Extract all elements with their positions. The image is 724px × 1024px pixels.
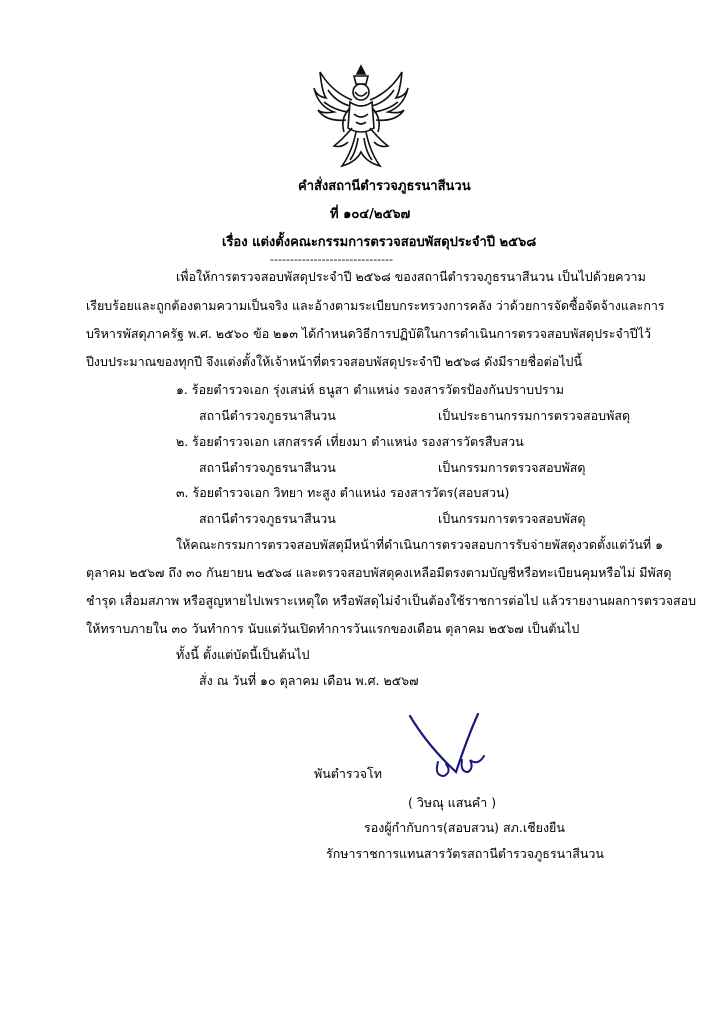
member-line: ๒. ร้อยตำรวจเอก เสกสรรค์ เที่ยงมา ตำแหน่ง รองสารวัตรสืบสวน: [176, 434, 524, 449]
handwritten-signature-icon: [408, 706, 508, 786]
signer-acting-role: รักษาราชการแทนสารวัตรสถานีตำรวจภูธรนาสีนวน: [326, 846, 604, 861]
member-role: เป็นกรรมการตรวจสอบพัสดุ: [438, 460, 586, 475]
duty-line: ให้คณะกรรมการตรวจสอบพัสดุมีหน้าที่ดำเนินการตรวจสอบการรับจ่ายพัสดุงวดตั้งแต่วันที่ ๑: [176, 537, 664, 552]
signer-rank: พันตำรวจโท: [314, 766, 382, 781]
signer-name: ( วิษณุ แสนคำ ): [408, 795, 497, 810]
intro-line: เรียบร้อยและถูกต้องตามความเป็นจริง และอ้างตามระเบียบกระทรวงการคลัง ว่าด้วยการจัดซื้อจัดจ้างและการ: [86, 298, 665, 313]
member-station: สถานีตำรวจภูธรนาสีนวน: [199, 511, 336, 526]
effective-statement: ทั้งนี้ ตั้งแต่บัดนี้เป็นต้นไป: [176, 647, 310, 662]
signer-position: รองผู้กำกับการ(สอบสวน) สภ.เชียงยืน: [364, 820, 565, 835]
duty-line: ให้ทราบภายใน ๓๐ วันทำการ นับแต่วันเปิดทำการวันแรกของเดือน ตุลาคม ๒๕๖๗ เป็นต้นไป: [86, 621, 580, 636]
order-date: สั่ง ณ วันที่ ๑๐ ตุลาคม เดือน พ.ศ. ๒๕๖๗: [199, 673, 419, 688]
member-line: ๑. ร้อยตำรวจเอก รุ่งเสน่ห์ ธนูสา ตำแหน่ง รองสารวัตรป้องกันปราบปราม: [176, 382, 564, 397]
garuda-emblem-icon: [312, 62, 410, 174]
duty-line: ชำรุด เสื่อมสภาพ หรือสูญหายไปเพราะเหตุใด หรือพัสดุไม่จำเป็นต้องใช้ราชการต่อไป แล้วรายงานผลการตรวจสอบ: [86, 593, 697, 608]
intro-line: บริหารพัสดุภาครัฐ พ.ศ. ๒๕๖๐ ข้อ ๒๑๓ ได้กำหนดวิธีการปฏิบัติในการดำเนินการตรวจสอบพัสดุประจำปีไว้: [86, 326, 652, 341]
order-number: ที่ ๑๐๔/๒๕๖๗: [330, 207, 411, 222]
member-station: สถานีตำรวจภูธรนาสีนวน: [199, 460, 336, 475]
member-line: ๓. ร้อยตำรวจเอก วิทยา ทะสูง ตำแหน่ง รองสารวัตร(สอบสวน): [176, 485, 510, 500]
duty-line: ตุลาคม ๒๕๖๗ ถึง ๓๐ กันยายน ๒๕๖๘ และตรวจสอบพัสดุคงเหลือมีตรงตามบัญชีหรือทะเบียนคุมหรือไม่ มีพัสดุ: [86, 565, 672, 580]
intro-line: เพื่อให้การตรวจสอบพัสดุประจำปี ๒๕๖๘ ของสถานีตำรวจภูธรนาสีนวน เป็นไปด้วยความ: [176, 269, 646, 284]
member-role: เป็นประธานกรรมการตรวจสอบพัสดุ: [438, 408, 631, 423]
document-title: คำสั่งสถานีตำรวจภูธรนาสีนวน: [298, 179, 471, 194]
member-role: เป็นกรรมการตรวจสอบพัสดุ: [438, 511, 586, 526]
subject-line: เรื่อง แต่งตั้งคณะกรรมการตรวจสอบพัสดุประจำปี ๒๕๖๘: [222, 235, 537, 250]
member-station: สถานีตำรวจภูธรนาสีนวน: [199, 408, 336, 423]
divider: -------------------------------: [270, 253, 394, 266]
intro-line: ปีงบประมาณของทุกปี จึงแต่งตั้งให้เจ้าหน้าที่ตรวจสอบพัสดุประจำปี ๒๕๖๘ ดังมีรายชื่อต่อไปนี้: [86, 354, 582, 369]
